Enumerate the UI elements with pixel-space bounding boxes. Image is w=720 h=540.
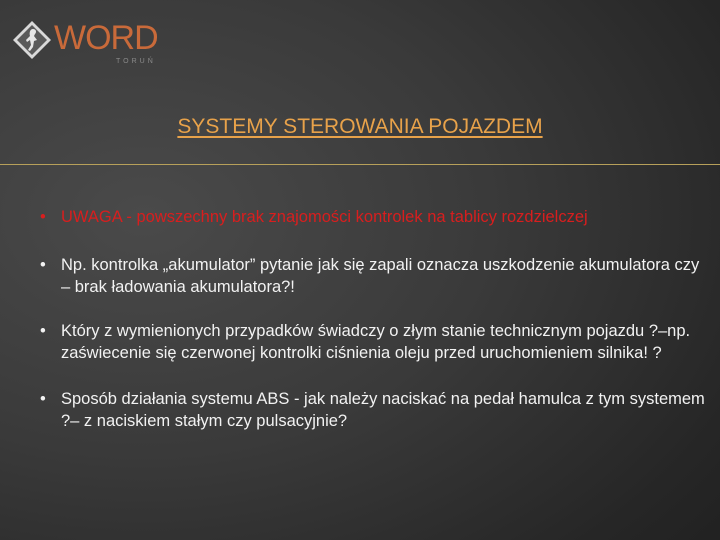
- bullet-list: [40, 206, 710, 452]
- slide-title: [0, 114, 720, 140]
- bullet-marker: •: [40, 256, 46, 274]
- bullet-item: [40, 254, 710, 298]
- word-logo: [12, 18, 162, 68]
- bullet-marker: •: [40, 390, 46, 408]
- bullet-text: UWAGA - powszechny brak znajomości kontrolek na tablicy rozdzielczej: [61, 208, 588, 226]
- slide-title-text: SYSTEMY STEROWANIA POJAZDEM: [177, 115, 543, 138]
- bullet-item-warning: [40, 206, 710, 228]
- logo-city-text: TORUŃ: [116, 58, 156, 65]
- bullet-text: Np. kontrolka „akumulator” pytanie jak się zapali oznacza uszkodzenie akumulatora czy – brak ładowania akumulatora?!: [61, 256, 700, 296]
- stylized-figure-logo-icon: [12, 20, 52, 60]
- bullet-item: [40, 388, 710, 432]
- bullet-marker: •: [40, 208, 46, 226]
- title-divider: [0, 164, 720, 165]
- bullet-text: Sposób działania systemu ABS - jak należy naciskać na pedał hamulca z tym systemem ?– z naciskiem stałym czy pulsacyjnie?: [61, 390, 705, 430]
- bullet-marker: •: [40, 322, 46, 340]
- logo-word-text: WORD: [54, 19, 158, 57]
- bullet-item: [40, 320, 710, 364]
- bullet-text: Który z wymienionych przypadków świadczy o złym stanie technicznym pojazdu ?–np. zaświecenie się czerwonej kontrolki ciśnienia oleju przed uruchomieniem silnika! ?: [61, 322, 691, 362]
